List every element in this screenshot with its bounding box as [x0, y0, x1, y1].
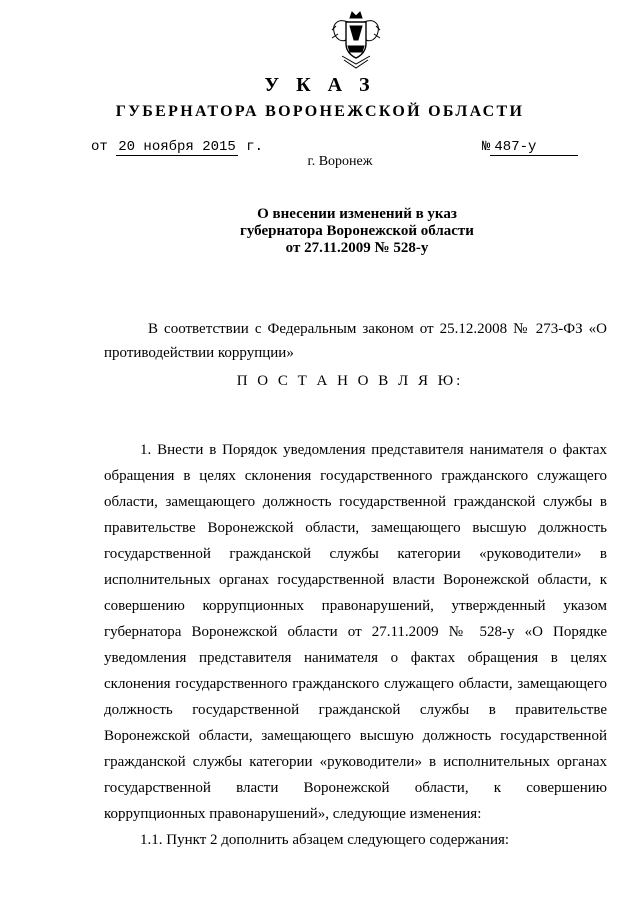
coat-of-arms-emblem — [328, 10, 384, 70]
item-line: коррупционных правонарушений», следующие изменения: — [104, 806, 482, 822]
subitem-line: 1.1. Пункт 2 дополнить абзацем следующего содержания: — [140, 832, 510, 848]
document-number: 487-у — [490, 139, 578, 156]
item-line: государственной гражданской службы категории «руководители» в — [104, 546, 607, 562]
item-line: уведомления представителя нанимателя о фактах обращения в целях — [104, 650, 607, 666]
issue-date: 20 ноября 2015 — [118, 139, 236, 155]
document-subject — [0, 206, 640, 257]
item-line: 1. Внести в Порядок уведомления представителя нанимателя о фактах — [140, 442, 607, 458]
document-type-title: У К А З — [264, 74, 376, 96]
item-line: совершению коррупционных правонарушений, утвержденный указом — [104, 598, 607, 614]
item-line: правительстве Воронежской области, замещающего высшую должность — [104, 520, 607, 536]
preamble-line: противодействии коррупции» — [104, 345, 294, 361]
preamble-line: В соответствии с Федеральным законом от 25.12.2008 № 273-ФЗ «О — [148, 321, 607, 337]
item-line: области, замещающего должность государственной гражданской службы в — [104, 494, 607, 510]
subject-line: от 27.11.2009 № 528-у — [285, 240, 429, 256]
number-prefix: № — [482, 139, 491, 155]
date-prefix: от — [91, 139, 108, 155]
item-line: обращения в целях склонения государственного гражданского служащего — [104, 468, 607, 484]
subject-line: губернатора Воронежской области — [240, 223, 474, 239]
subject-line: О внесении изменений в указ — [257, 206, 457, 222]
decree-word: П О С Т А Н О В Л Я Ю: — [236, 373, 464, 389]
item-line: склонения государственного гражданского служащего области, замещающего — [104, 676, 607, 692]
city-name: г. Воронеж — [307, 154, 373, 169]
issue-date-line — [91, 139, 263, 155]
item-line: губернатора Воронежской области от 27.11.2009 № 528-у «О Порядке — [104, 624, 607, 640]
issuing-authority-title: ГУБЕРНАТОРА ВОРОНЕЖСКОЙ ОБЛАСТИ — [115, 103, 525, 120]
item-line: исполнительных органах государственной власти Воронежской области, к — [104, 572, 607, 588]
item-line: государственной власти Воронежской области, к совершению — [104, 780, 607, 796]
item-line: гражданской службы категории «руководители» в исполнительных органах — [104, 754, 607, 770]
item-line: Воронежской области, замещающего высшую должность государственной — [104, 728, 607, 744]
date-suffix: г. — [246, 139, 264, 155]
item-line: должность государственной гражданской службы в правительстве — [104, 702, 607, 718]
